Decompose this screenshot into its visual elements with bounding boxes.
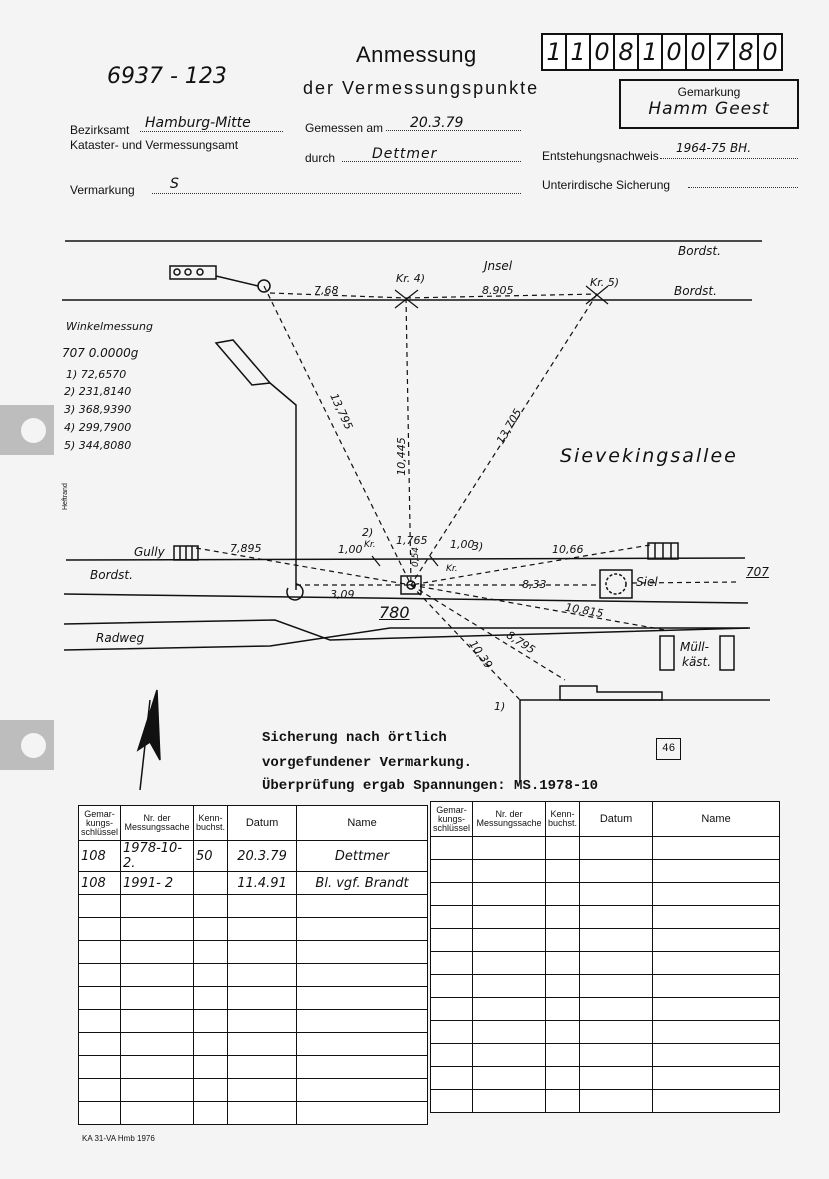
kr3-small: Kr. [446, 564, 458, 574]
measure-768: 7,68 [314, 284, 339, 297]
kr3-label: 3) [472, 540, 484, 553]
winkel-4: 4) 299,7900 [64, 421, 132, 434]
winkel-5: 5) 344,8080 [64, 439, 132, 452]
point-1-label: 1) [494, 700, 506, 713]
id-digit: 0 [663, 35, 687, 69]
gemarkung-value: Hamm Geest [648, 99, 770, 119]
col-name: Name [297, 806, 428, 841]
kr2-small: Kr. [364, 540, 376, 550]
id-digit: 0 [687, 35, 711, 69]
id-digit: 1 [543, 35, 567, 69]
page-subtitle: der Vermessungspunkte [303, 78, 540, 98]
kr4-label: Kr. 4) [396, 272, 426, 285]
col-gemarkung-r: Gemar-kungs-schlüssel [431, 802, 473, 837]
entstehung-label: Entstehungsnachweis [542, 149, 659, 163]
measure-1039: 10,39 [466, 637, 496, 672]
gemessen-value: 20.3.79 [410, 115, 464, 131]
bordst-left-label: Bordst. [90, 568, 133, 582]
id-digit: 1 [567, 35, 591, 69]
measure-13795: 13,795 [327, 391, 356, 432]
heftrand-label: Heftrand [62, 483, 69, 510]
hand-number: 6937 - 123 [107, 64, 227, 89]
street-label: Sievekingsallee [560, 445, 738, 467]
winkel-2: 2) 231,8140 [64, 385, 132, 398]
cell: Dettmer [297, 841, 428, 872]
bezirksamt-label: Bezirksamt [70, 123, 130, 137]
point-780-label: 780 [379, 603, 410, 622]
table-row [79, 872, 428, 895]
col-kennbuchst-r: Kenn-buchst. [546, 802, 580, 837]
point-707-label: 707 [746, 565, 769, 579]
measure-8795: 8,795 [504, 628, 538, 657]
cell [194, 872, 228, 895]
vermarkung-label: Vermarkung [70, 183, 135, 197]
note-line-1: Sicherung nach örtlich [262, 730, 447, 746]
col-datum-r: Datum [580, 802, 653, 837]
col-kennbuchst: Kenn-buchst. [194, 806, 228, 841]
winkel-1: 1) 72,6570 [66, 368, 127, 381]
measure-10815: 10,815 [564, 600, 605, 621]
winkel-3: 3) 368,9390 [64, 403, 132, 416]
id-digit: 8 [615, 35, 639, 69]
insel-label: Jnsel [484, 259, 513, 273]
measure-10445: 10,445 [394, 437, 408, 476]
id-digit: 0 [591, 35, 615, 69]
col-datum: Datum [228, 806, 297, 841]
col-messungssache-r: Nr. der Messungssache [473, 802, 546, 837]
kr2-label: 2) [362, 526, 374, 539]
durch-label: durch [305, 151, 336, 165]
winkel-title: Winkelmessung [66, 320, 153, 333]
cell: 1991- 2 [121, 872, 194, 895]
siel-label: Siel [636, 575, 658, 589]
muell-label: Müll- [680, 640, 709, 654]
kr5-label: Kr. 5) [590, 276, 620, 289]
gemessen-label: Gemessen am [305, 121, 384, 135]
page-title: Anmessung [356, 42, 477, 67]
cell: Bl. vgf. Brandt [297, 872, 428, 895]
gully-label: Gully [134, 545, 165, 559]
measure-1765: 1,765 [396, 534, 428, 547]
register-table-left [78, 805, 428, 1125]
winkel-0: 707 0.0000g [62, 346, 139, 360]
measure-8905: 8.905 [482, 284, 514, 297]
cell: 11.4.91 [228, 872, 297, 895]
bezirksamt-value: Hamburg-Mitte [145, 115, 251, 131]
gemarkung-label: Gemarkung [677, 85, 741, 99]
measure-100b: 1,00 [450, 538, 475, 551]
footer-form-number: KA 31-VA Hmb 1976 [82, 1134, 155, 1143]
id-digit: 0 [762, 38, 778, 66]
kast-label: käst. [682, 655, 712, 669]
id-digit: 1 [639, 35, 663, 69]
measure-054: 0,54 [411, 546, 422, 568]
box-46: 46 [656, 738, 681, 760]
table-row [79, 841, 428, 872]
col-name-r: Name [653, 802, 780, 837]
cell: 50 [194, 841, 228, 872]
cell: 108 [79, 872, 121, 895]
col-gemarkung: Gemar-kungs-schlüssel [79, 806, 121, 841]
measure-309: 3,09 [330, 588, 355, 601]
bordst-top2-label: Bordst. [674, 284, 717, 298]
note-line-2: vorgefundener Vermarkung. [262, 755, 473, 771]
vermarkung-value: S [170, 176, 179, 192]
durch-value: Dettmer [372, 146, 438, 162]
radweg-label: Radweg [96, 631, 145, 645]
col-messungssache: Nr. der Messungssache [121, 806, 194, 841]
entstehung-value: 1964-75 BH. [676, 141, 752, 155]
cell: 1978-10- 2. [121, 841, 194, 872]
sicherung-label: Unterirdische Sicherung [542, 178, 671, 192]
kataster-label: Kataster- und Vermessungsamt [70, 138, 239, 152]
register-table-right [430, 801, 780, 1113]
measure-1066: 10,66 [552, 543, 584, 556]
id-digit: 8 [735, 35, 759, 69]
note-line-3: Überprüfung ergab Spannungen: MS.1978-10 [262, 778, 599, 794]
measure-100a: 1,00 [338, 543, 363, 556]
measure-7895: 7,895 [230, 542, 262, 555]
cell: 108 [79, 841, 121, 872]
measure-13705: 13,705 [493, 406, 525, 447]
cell: 20.3.79 [228, 841, 297, 872]
bordst-top-label: Bordst. [678, 244, 721, 258]
id-digit: 7 [711, 35, 735, 69]
measure-833: 8,33 [522, 578, 547, 591]
